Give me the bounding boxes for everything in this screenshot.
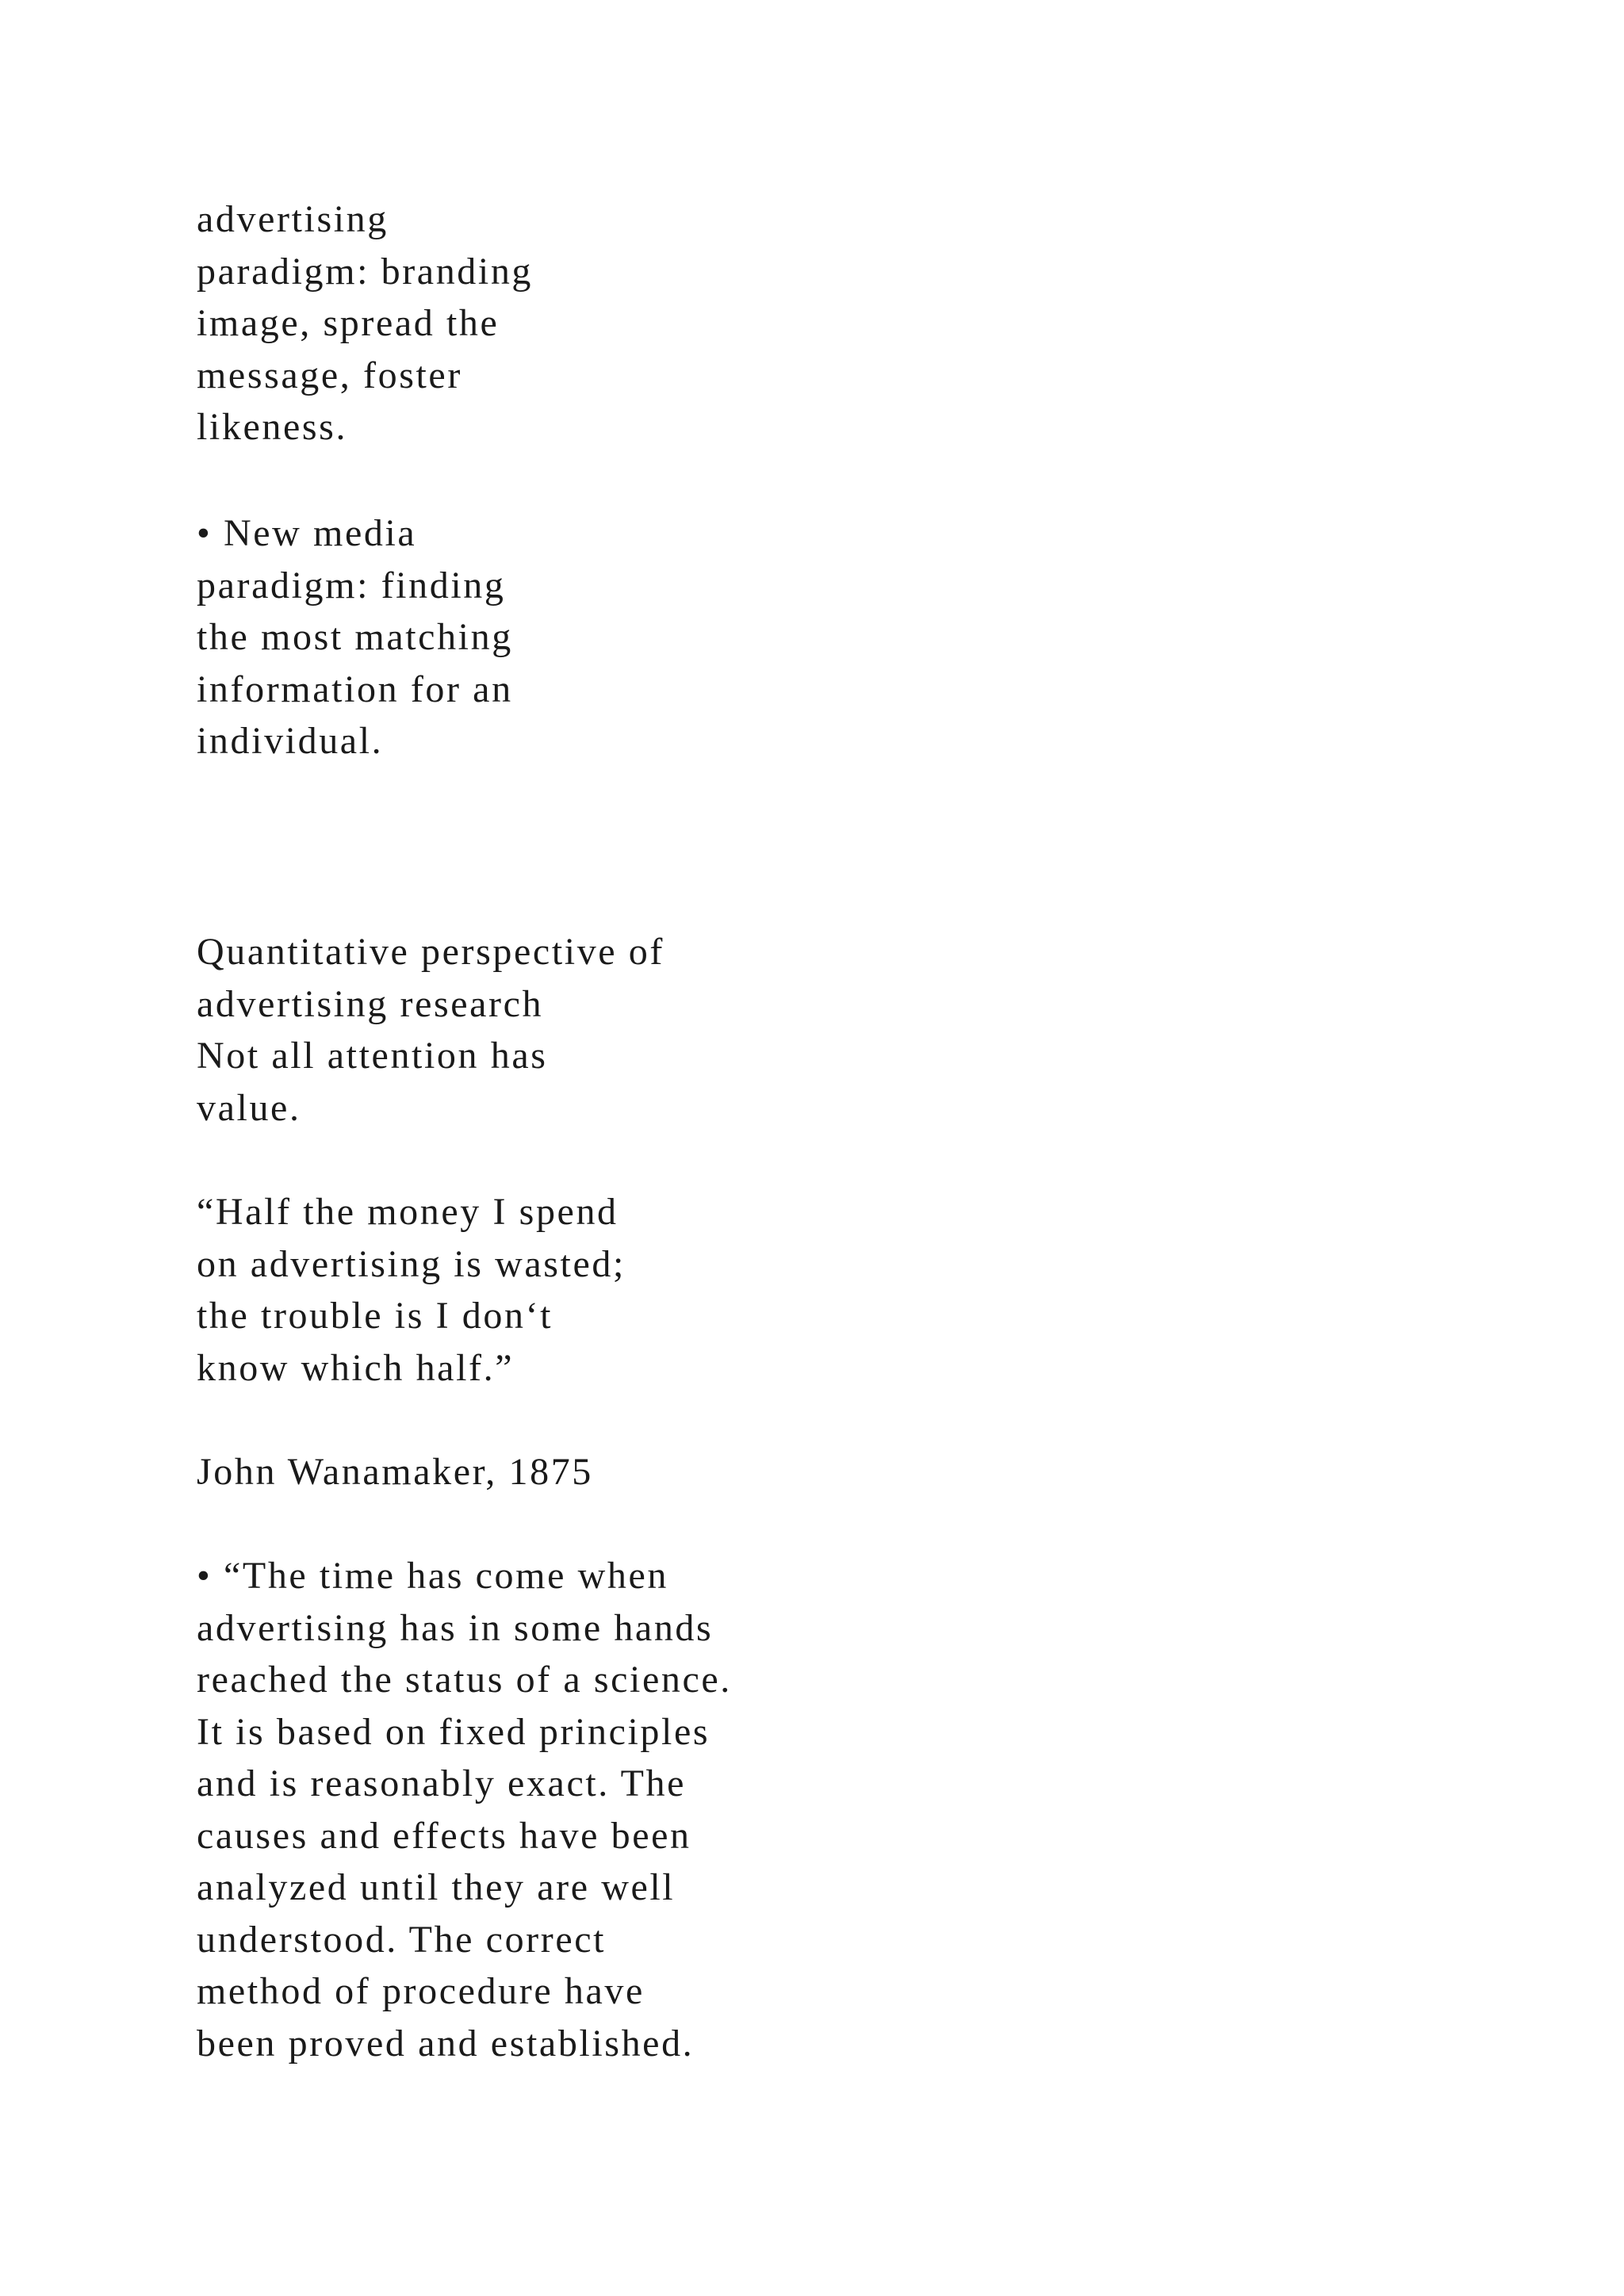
text-line: reached the status of a science.: [197, 1659, 732, 1701]
quote-attribution: [197, 1446, 593, 1498]
text-line: method of procedure have: [197, 1970, 645, 2012]
text-line: advertising: [197, 198, 389, 240]
text-line: Not all attention has: [197, 1035, 548, 1077]
text-line: causes and effects have been: [197, 1814, 691, 1857]
new-media-paradigm-bullet: [197, 507, 513, 767]
text-line: analyzed until they are well: [197, 1866, 676, 1908]
advertising-science-bullet: [197, 1550, 732, 2069]
text-line: paradigm: finding: [197, 564, 506, 607]
text-line: message, foster: [197, 354, 462, 396]
text-line: information for an: [197, 668, 513, 710]
text-line: know which half.”: [197, 1346, 515, 1389]
text-line: likeness.: [197, 406, 348, 448]
text-line: on advertising is wasted;: [197, 1242, 626, 1285]
text-line: Quantitative perspective of: [197, 931, 665, 973]
text-line: the trouble is I don‘t: [197, 1295, 553, 1337]
text-line: image, spread the: [197, 302, 500, 344]
text-line: advertising has in some hands: [197, 1606, 714, 1649]
text-line: understood. The correct: [197, 1918, 607, 1961]
text-line: and is reasonably exact. The: [197, 1762, 687, 1804]
text-line: paradigm: branding: [197, 250, 534, 293]
wanamaker-quote: [197, 1186, 626, 1394]
text-line: advertising research: [197, 982, 544, 1025]
text-line: individual.: [197, 720, 384, 762]
text-line: “Half the money I spend: [197, 1191, 619, 1233]
text-line: John Wanamaker, 1875: [197, 1451, 593, 1493]
text-line: been proved and established.: [197, 2022, 695, 2064]
text-line: It is based on fixed principles: [197, 1710, 710, 1753]
text-line: • New media: [197, 512, 417, 554]
text-line: • “The time has come when: [197, 1555, 668, 1597]
text-line: value.: [197, 1086, 301, 1129]
quantitative-perspective-paragraph: [197, 926, 665, 1134]
text-line: the most matching: [197, 616, 513, 658]
advertising-paradigm-paragraph: [197, 193, 533, 453]
